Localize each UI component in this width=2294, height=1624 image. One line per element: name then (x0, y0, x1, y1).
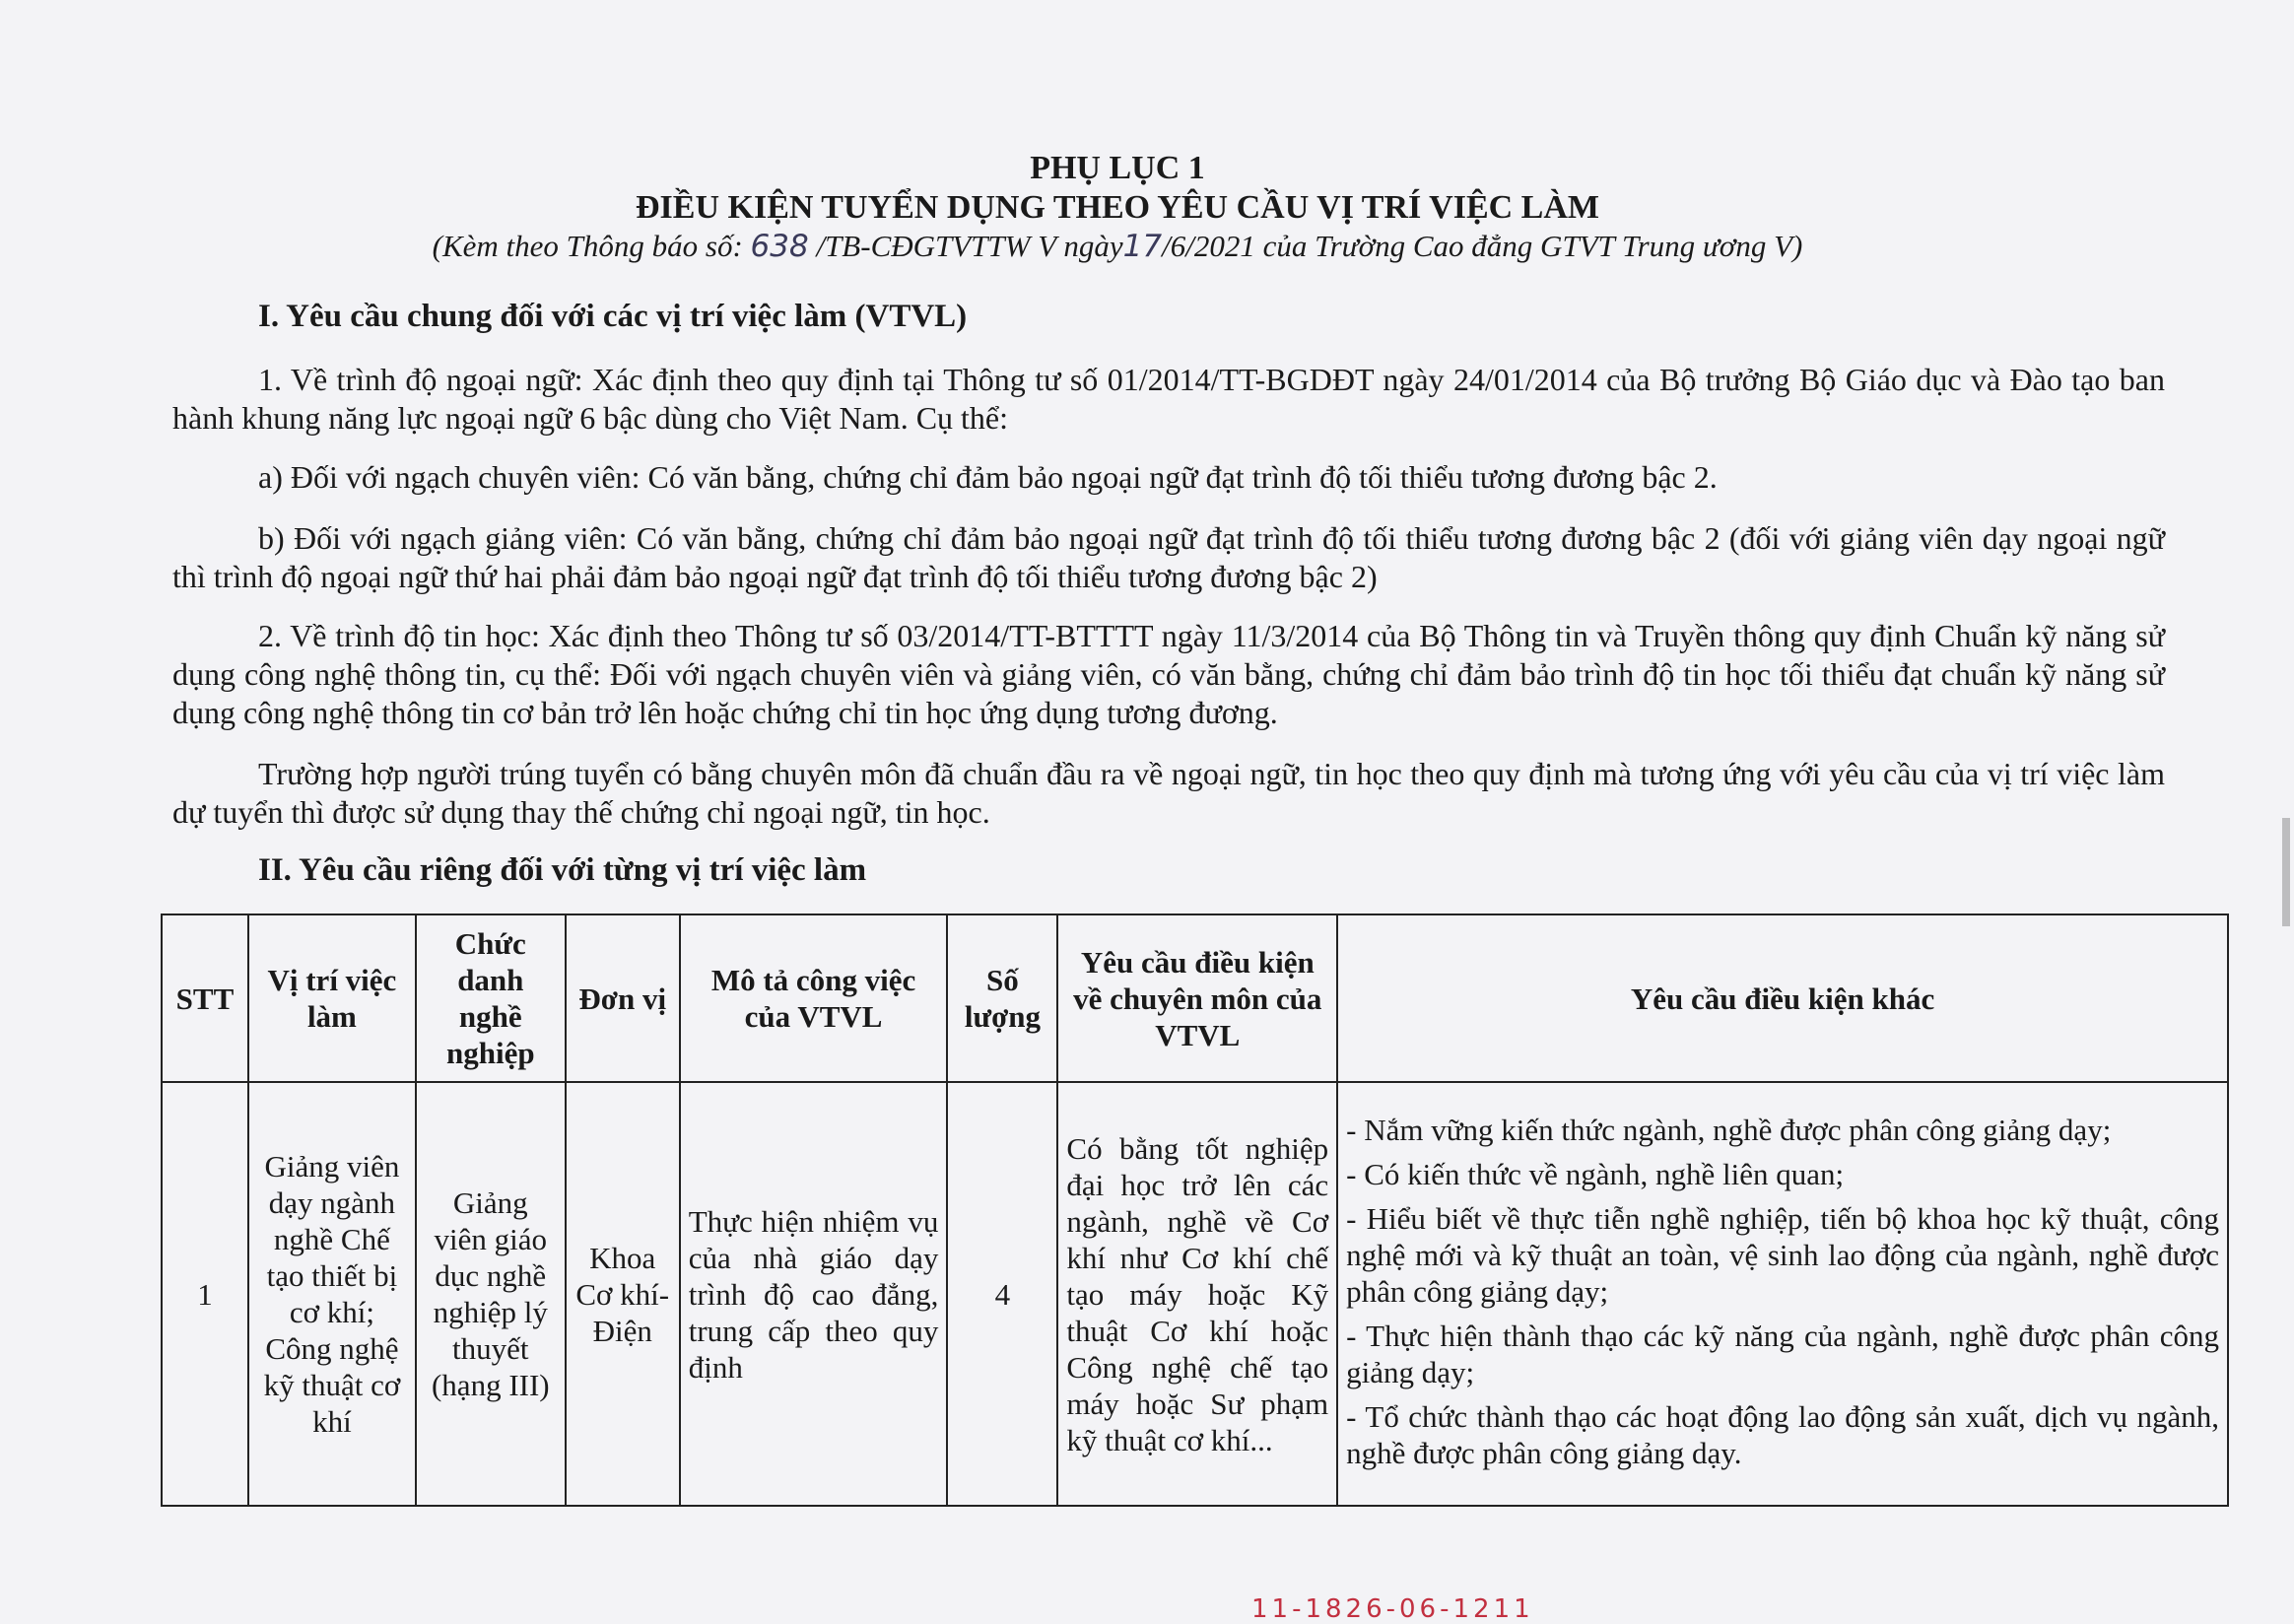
header-position: Vị trí việc làm (248, 914, 416, 1082)
paragraph-it-skills: 2. Về trình độ tin học: Xác định theo Thông tư số 03/2014/TT-BTTTT ngày 11/3/2014 của Bộ Thông tin và Truyền thông quy định Chuẩn kỹ năng sử dụng công nghệ thông tin, cụ thể: Đối với ngạch chuyên viên và giảng viên, có văn bằng, chứng chỉ đảm bảo trình độ tin học tối thiểu đạt chuẩn kỹ năng sử dụng công nghệ thông tin cơ bản trở lên hoặc chứng chỉ tin học ứng dụng tương đương. (172, 618, 2165, 730)
requirements-table (161, 914, 2229, 1507)
header-other: Yêu cầu điều kiện khác (1337, 914, 2228, 1082)
subtitle-mid: /TB-CĐGTVTTW V ngày (816, 229, 1123, 263)
requirement-item: - Hiểu biết về thực tiễn nghề nghiệp, tiến bộ khoa học kỹ thuật, công nghệ mới và kỹ thuật an toàn, vệ sinh lao động của ngành, nghề được phân công giảng dạy; (1346, 1200, 2219, 1309)
cell-stt: 1 (162, 1082, 248, 1506)
cell-description: Thực hiện nhiệm vụ của nhà giáo dạy trình độ cao đẳng, trung cấp theo quy định (680, 1082, 948, 1506)
handwritten-number: 638 (750, 229, 809, 264)
cell-professional: Có bằng tốt nghiệp đại học trở lên các ngành, nghề về Cơ khí như Cơ khí chế tạo máy hoặc Kỹ thuật Cơ khí hoặc Công nghệ chế tạo máy hoặc Sư phạm kỹ thuật cơ khí... (1057, 1082, 1337, 1506)
header-unit: Đơn vị (566, 914, 680, 1082)
header-stt: STT (162, 914, 248, 1082)
table-header-row (162, 914, 2228, 1082)
section-1-heading: I. Yêu cầu chung đối với các vị trí việc làm (VTVL) (258, 299, 968, 334)
subtitle-suffix: /6/2021 của Trường Cao đẳng GTVT Trung ương V) (1162, 229, 1803, 263)
subtitle-prefix: (Kèm theo Thông báo số: (432, 229, 743, 263)
header-quantity: Số lượng (947, 914, 1057, 1082)
requirement-item: - Nắm vững kiến thức ngành, nghề được phân công giảng dạy; (1346, 1112, 2112, 1147)
cell-unit: Khoa Cơ khí- Điện (566, 1082, 680, 1506)
requirement-item: - Có kiến thức về ngành, nghề liên quan; (1346, 1156, 1845, 1191)
header-professional: Yêu cầu điều kiện về chuyên môn của VTVL (1057, 914, 1337, 1082)
header-title: Chức danh nghề nghiệp (416, 914, 566, 1082)
paragraph-foreign-language: 1. Về trình độ ngoại ngữ: Xác định theo quy định tại Thông tư số 01/2014/TT-BGDĐT ngày 24/01/2014 của Bộ trưởng Bộ Giáo dục và Đào tạo ban hành khung năng lực ngoại ngữ 6 bậc dùng cho Việt Nam. Cụ thể: (172, 362, 2165, 436)
paragraph-equivalence: Trường hợp người trúng tuyển có bằng chuyên môn đã chuẩn đầu ra về ngoại ngữ, tin học theo quy định mà tương ứng với yêu cầu của vị trí việc làm dự tuyển thì được sử dụng thay thế chứng chỉ ngoại ngữ, tin học. (172, 756, 2165, 830)
appendix-title: PHỤ LỤC 1 (1030, 150, 1205, 186)
requirement-item: - Tổ chức thành thạo các hoạt động lao động sản xuất, dịch vụ ngành, nghề được phân công giảng dạy. (1346, 1398, 2219, 1470)
section-2-heading: II. Yêu cầu riêng đối với từng vị trí việc làm (258, 852, 867, 888)
document-subtitle (0, 229, 2264, 264)
paragraph-lecturer: b) Đối với ngạch giảng viên: Có văn bằng, chứng chỉ đảm bảo ngoại ngữ đạt trình độ tối thiểu tương đương bậc 2 (đối với giảng viên dạy ngoại ngữ thì trình độ ngoại ngữ thứ hai phải đảm bảo ngoại ngữ đạt trình độ tối thiểu tương đương bậc 2) (172, 520, 2165, 594)
cell-position: Giảng viên dạy ngành nghề Chế tạo thiết bị cơ khí; Công nghệ kỹ thuật cơ khí (248, 1082, 416, 1506)
paragraph-specialist: a) Đối với ngạch chuyên viên: Có văn bằng, chứng chỉ đảm bảo ngoại ngữ đạt trình độ tối thiểu tương đương bậc 2. (258, 459, 1718, 495)
handwritten-day: 17 (1122, 229, 1163, 264)
cell-title: Giảng viên giáo dục nghề nghiệp lý thuyết (hạng III) (416, 1082, 566, 1506)
cell-other-requirements (1337, 1082, 2228, 1506)
document-title: ĐIỀU KIỆN TUYỂN DỤNG THEO YÊU CẦU VỊ TRÍ VIỆC LÀM (636, 189, 1599, 226)
cell-quantity: 4 (947, 1082, 1057, 1506)
scan-edge-mark (2282, 818, 2290, 926)
requirement-item: - Thực hiện thành thạo các kỹ năng của ngành, nghề được phân công giảng dạy; (1346, 1318, 2219, 1389)
header-description: Mô tả công việc của VTVL (680, 914, 948, 1082)
footer-stamp: 11-1826-06-1211 (1251, 1594, 1534, 1624)
table-row (162, 1082, 2228, 1506)
